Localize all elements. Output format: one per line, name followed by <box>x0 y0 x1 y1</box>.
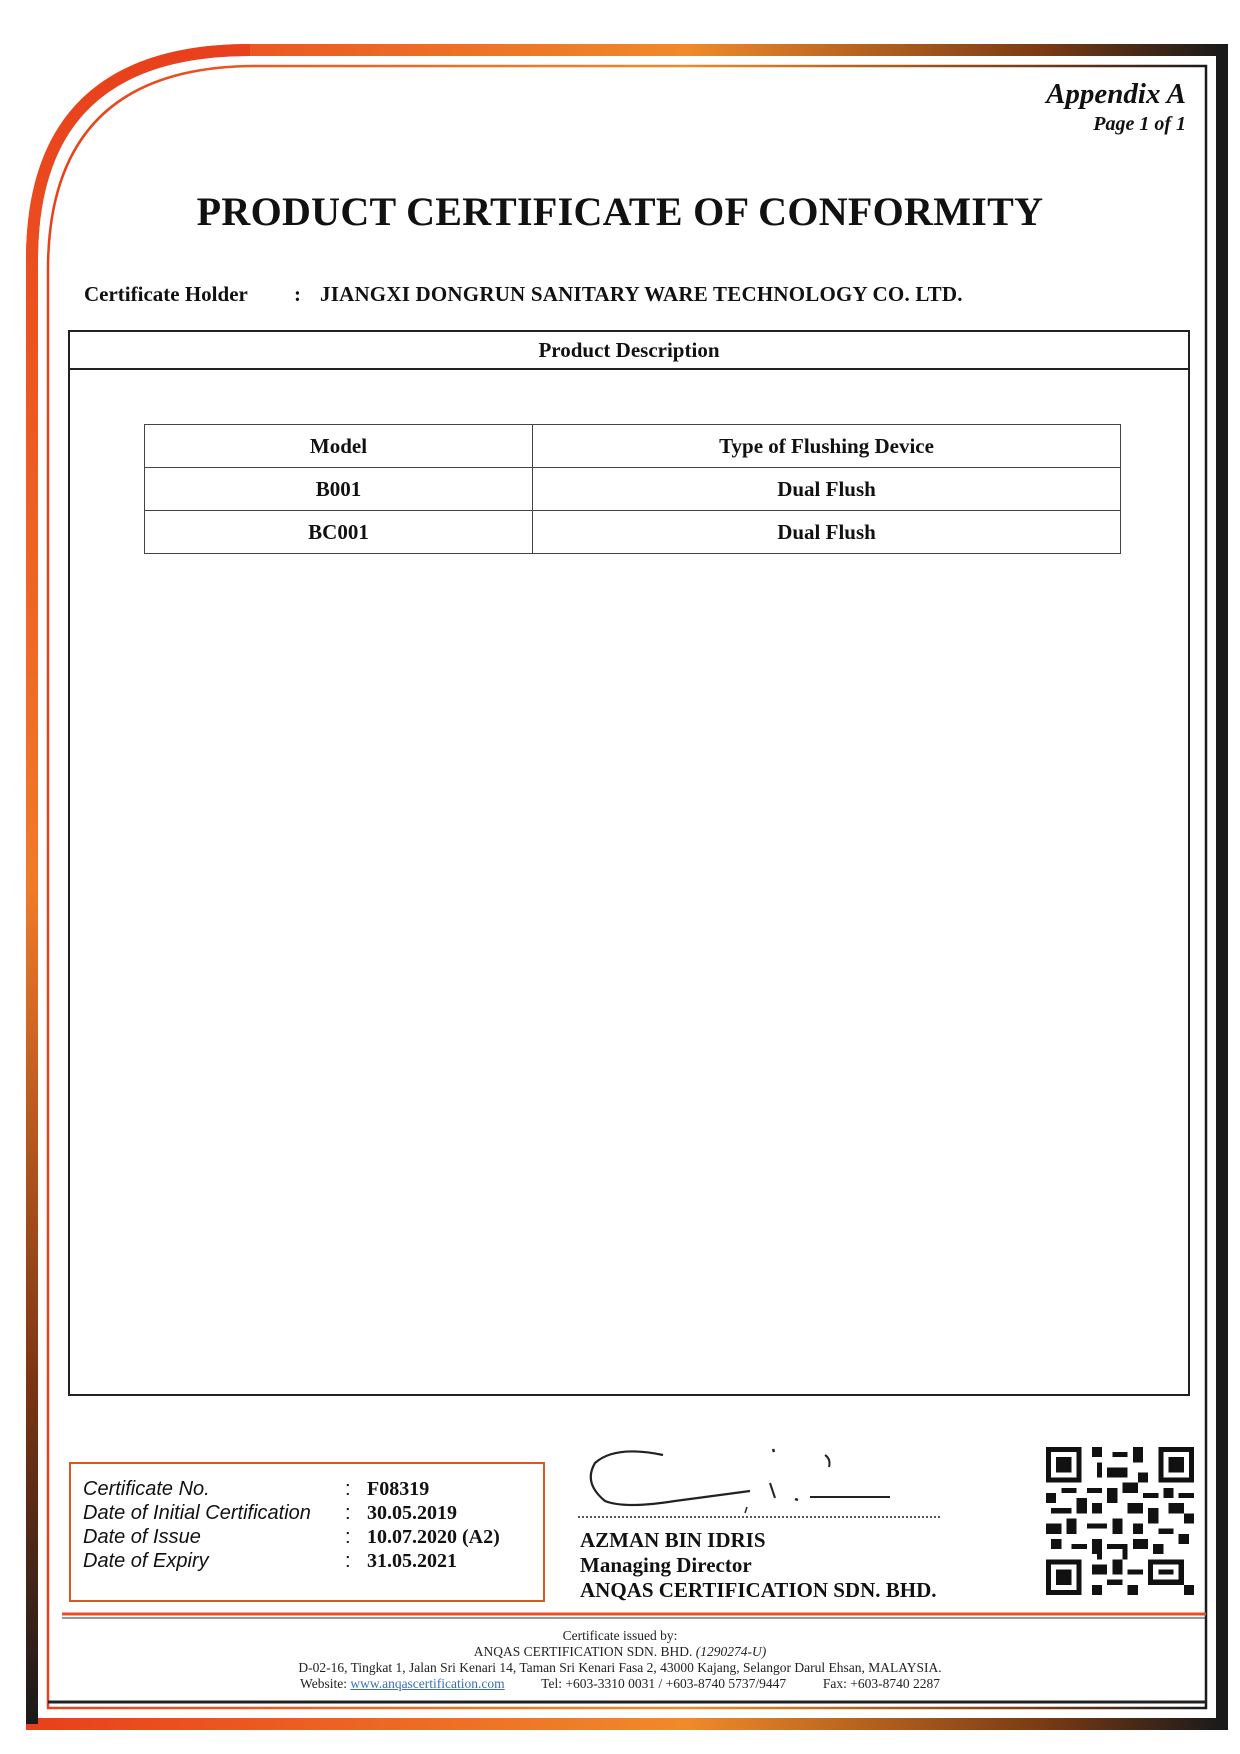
appendix-title: Appendix A <box>1046 78 1186 110</box>
separator-colon: : <box>345 1526 351 1548</box>
footer <box>0 1628 1240 1692</box>
signatory-block <box>580 1528 937 1603</box>
footer-issuer: ANQAS CERTIFICATION SDN. BHD. <box>473 1644 693 1659</box>
footer-fax: Fax: +603-8740 2287 <box>822 1676 940 1691</box>
initial-certification-label: Date of Initial Certification <box>83 1502 311 1524</box>
column-header-model: Model <box>145 425 533 468</box>
footer-registration: (1290274-U) <box>695 1644 767 1659</box>
footer-contact-line <box>0 1676 1240 1692</box>
page-indicator: Page 1 of 1 <box>1093 113 1186 135</box>
product-description-box <box>68 330 1190 1396</box>
separator-colon: : <box>345 1478 351 1500</box>
product-description-heading: Product Description <box>70 332 1188 370</box>
footer-website-label: Website: <box>300 1676 347 1691</box>
footer-issuer-line <box>0 1644 1240 1660</box>
table-header-row <box>145 425 1121 468</box>
flushing-type-cell: Dual Flush <box>533 468 1121 511</box>
initial-certification-value: 30.05.2019 <box>367 1502 457 1524</box>
separator-colon: : <box>345 1550 351 1572</box>
signatory-company: ANQAS CERTIFICATION SDN. BHD. <box>580 1578 937 1602</box>
signatory-name: AZMAN BIN IDRIS <box>580 1528 766 1552</box>
certificate-holder-label: Certificate Holder <box>84 282 248 306</box>
date-of-issue-row <box>83 1526 500 1550</box>
column-header-flushing-type: Type of Flushing Device <box>533 425 1121 468</box>
footer-issued-by: Certificate issued by: <box>562 1628 678 1643</box>
certificate-holder-value: JIANGXI DONGRUN SANITARY WARE TECHNOLOGY CO. LTD. <box>320 282 963 306</box>
appendix-label <box>1046 78 1186 136</box>
date-of-issue-label: Date of Issue <box>83 1526 201 1548</box>
signature-line <box>578 1516 940 1518</box>
date-of-expiry-label: Date of Expiry <box>83 1550 209 1572</box>
table-row <box>145 468 1121 511</box>
footer-website-link[interactable]: www.anqascertification.com <box>350 1676 505 1691</box>
signature <box>585 1443 905 1523</box>
product-table <box>144 424 1121 554</box>
table-row <box>145 511 1121 554</box>
qr-code-icon <box>1046 1447 1194 1595</box>
separator-colon: : <box>294 282 301 306</box>
separator-colon: : <box>345 1502 351 1524</box>
flushing-type-cell: Dual Flush <box>533 511 1121 554</box>
model-cell: B001 <box>145 468 533 511</box>
certificate-number-row <box>83 1478 429 1502</box>
certificate-number-value: F08319 <box>367 1478 430 1500</box>
initial-certification-row <box>83 1502 457 1526</box>
date-of-expiry-value: 31.05.2021 <box>367 1550 457 1572</box>
model-cell: BC001 <box>145 511 533 554</box>
footer-tel: Tel: +603-3310 0031 / +603-8740 5737/9447 <box>541 1676 787 1691</box>
date-of-issue-value: 10.07.2020 (A2) <box>367 1526 500 1548</box>
certificate-number-label: Certificate No. <box>83 1478 210 1500</box>
footer-address: D-02-16, Tingkat 1, Jalan Sri Kenari 14, Taman Sri Kenari Fasa 2, 43000 Kajang, Selangor Darul Ehsan, MALAYSIA. <box>298 1660 942 1675</box>
page-title: PRODUCT CERTIFICATE OF CONFORMITY <box>196 189 1044 234</box>
certificate-details-box <box>69 1462 545 1602</box>
signatory-position: Managing Director <box>580 1553 752 1577</box>
certificate-holder <box>84 282 963 307</box>
date-of-expiry-row <box>83 1550 457 1574</box>
